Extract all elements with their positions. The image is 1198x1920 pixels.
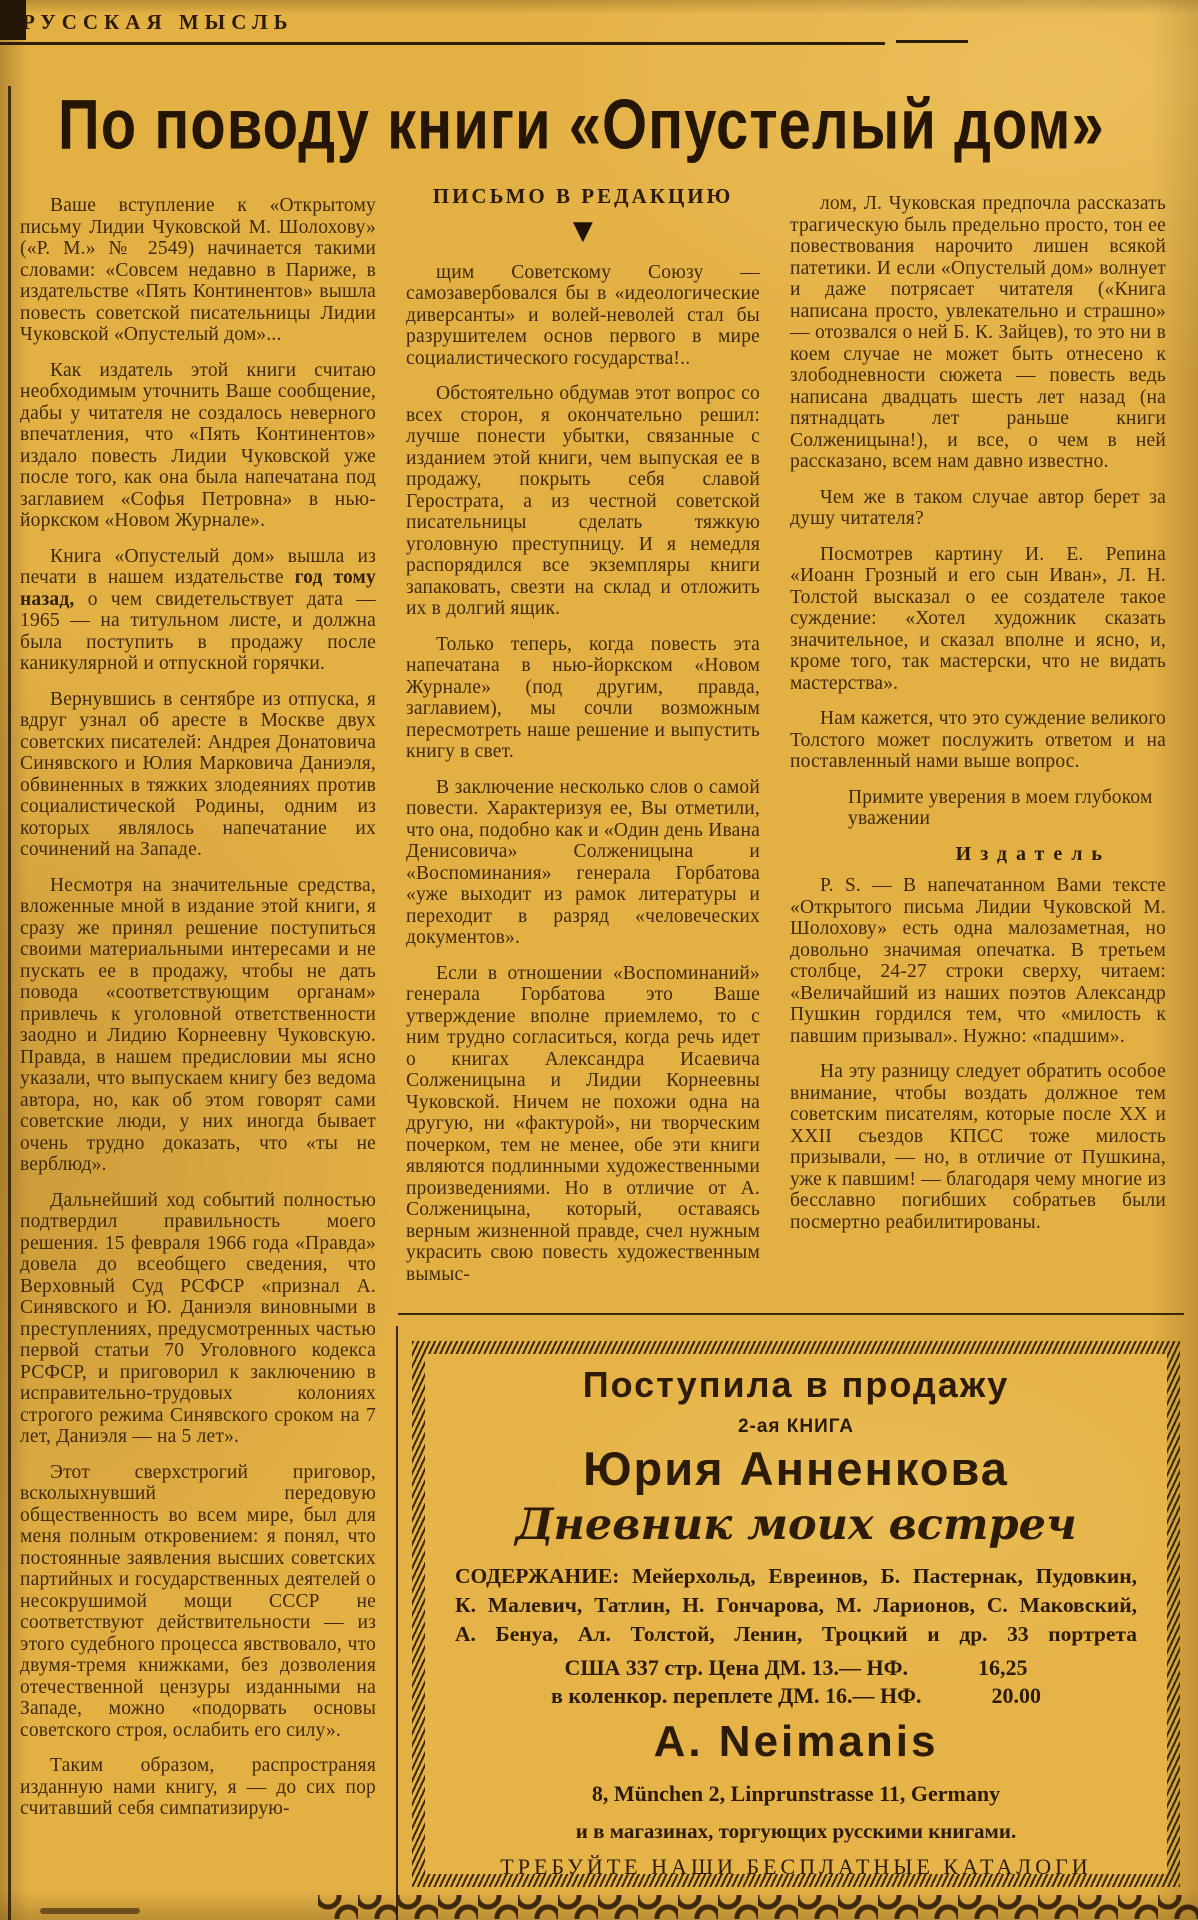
paragraph: Несмотря на значительные средства, вложенные мной в издание этой книги, я сразу же принял решение поступиться своими материальными интересами и не пускать ее в продажу, чтобы не дать повода «соответствующим органам» привлечь к уголовной ответственности заодно и Лидию Корнеевну Чуковскую. Правда, в нашем предисловии мы ясно указали, что выпускаем книгу без ведома автора, но, как об этом говорят сами советские люди, у них иногда бывает очень трудно доказать, что «ты не верблюд». [20,874,376,1175]
paragraph: Нам кажется, что это суждение великого Толстого может послужить ответом и на поставленный нами выше вопрос. [790,708,1166,772]
paragraph: щим Советскому Союзу — самозавербовался бы в «идеологические диверсанты» и волей-неволей стал бы разрушителем основ первого в мире социалистического государства!.. [406,261,760,369]
emphasized-text: год тому назад, [20,567,376,610]
paragraph: В заключение несколько слов о самой повести. Характеризуя ее, Вы отметили, что она, подобно как и «Один день Ивана Денисовича» Солженицына и «Воспоминания» генерала Горбатова «уже выходит из рамок литературы и переходит в разряд «человеческих документов». [406,776,760,948]
paragraph: Дальнейший ход событий полностью подтвердил правильность моего решения. 15 февраля 1966 года «Правда» довела до всеобщего сведения, что Верховный Суд РСФСР «признал А. Синявского и Ю. Даниэля виновными в преступлениях, предусмотренных частью первой статьи 70 Уголовного кодекса РСФСР, и приговорил к заключению в исправительно-трудовых колониях строгого режима Синявского сроком на 7 лет, Даниэля — на 5 лет». [20,1189,376,1447]
closing-salutation: Примите уверения в моем глубоком уважении [848,786,1153,829]
paragraph: лом, Л. Чуковская предпочла рассказать трагическую быль предельно просто, тон ее повествования нарочито лишен всякой патетики. И если «Опустелый дом» волнует и даже потрясает читателя («Книга написана просто, увлекательно и страшно» — отозвался о ней Б. К. Зайцев), то это ни в коем случае не может быть отнесено к злободневности сюжета — повесть ведь написана двадцать шесть лет назад (на пятнадцать лет раньше книги Солженицына!), и все, о чем в ней рассказано, всем нам давно известно. [790,193,1166,472]
ad-price-line [425,1655,1167,1681]
ad-price-label: США 337 стр. Цена ДМ. 13.— НФ. [564,1655,908,1680]
paragraph-text: о чем свидетельствует дата — 1965 — на титульном листе, и должна была поступить в продажу после каникулярной и отпускной горячки. [20,588,376,674]
ad-book-title: Дневник моих встреч [515,1500,1077,1550]
ad-top-rule [398,1313,1184,1315]
article-column-2 [406,186,760,1308]
ad-price-label: в коленкор. переплете ДМ. 16.— НФ. [550,1683,922,1708]
ad-contents-line: СОДЕРЖАНИЕ: Мейерхольд, Евреинов, Б. Пастернак, Пудовкин, [455,1564,1137,1588]
article-column-3 [790,193,1166,1358]
masthead-rule [0,42,885,45]
ad-price-line [425,1683,1167,1709]
ad-publisher-name: A. Neimanis [653,1717,939,1766]
paragraph: Как издатель этой книги считаю необходимым уточнить Ваше сообщение, дабы у читателя не создалось неверного впечатления, что «Пять Континентов» издало повесть Лидии Чуковской уже после того, как она была напечатана под заглавием «Софья Петровна» в нью-йоркском «Новом Журнале». [20,359,376,531]
ad-subhead: 2-ая КНИГА [737,1416,855,1437]
bottom-wavy-divider [318,1895,1198,1919]
ad-left-rule [396,1326,398,1920]
book-advertisement [412,1341,1180,1887]
paragraph: Этот сверхстрогий приговор, всколыхнувший передовую общественность во всем мире, был для меня полным откровением: я понял, что постоянные заявления высших советских партийных и государственных деятелей о несокрушимой мощи СССР не соответствуют действительности — из этого судебного процесса явствовало, что двумя-тремя книжками, без дозволения отечественной цензуры изданными на Западе, можно «подорвать основы советского строя, ослабить его силу». [20,1461,376,1741]
paragraph: Только теперь, когда повесть эта напечатана в нью-йоркском «Новом Журнале» (под другим, правда, заглавием), мы сочли возможным пересмотреть наше решение и выпустить книгу в свет. [406,633,760,762]
publisher-signature: Издатель [955,842,1111,865]
paragraph: Обстоятельно обдумав этот вопрос со всех сторон, я окончательно решил: лучше понести убытки, связанные с изданием этой книги, чем выпуская ее в продажу, покрыть себя славой Герострата, а из честной советской писательницы сделать тяжкую уголовную преступницу. И я немедля распорядился все экземпляры книги запаковать, свезти на склад и отложить их в долгий ящик. [406,383,760,619]
ad-price-value: 16,25 [977,1655,1028,1680]
paragraph: Ваше вступление к «Открытому письму Лидии Чуковской М. Шолохову» («Р. М.» № 2549) начинается такими словами: «Совсем недавно в Париже, в издательстве «Пять Континентов» вышла повесть советской писательницы Лидии Чуковской «Опустелый дом»... [20,195,376,345]
article-column-1 [20,195,376,1920]
paragraph: Вернувшись в сентябре из отпуска, я вдруг узнал об аресте в Москве двух советских писателей: Андрея Донатовича Синявского и Юлия Марковича Даниэля, обвиненных в тяжких злодеяниях против социалистической Родины, одним из которых являлось напечатание их сочинений на Западе. [20,688,376,860]
postscript-paragraph: Р. S. — В напечатанном Вами тексте «Открытого письма Лидии Чуковской М. Шолохову» есть одна малозаметная, но довольно значимая опечатка. В третьем столбце, 24-27 строки сверху, читаем: «Величайший из наших поэтов Александр Пушкин гордился тем, что «милость к павшим призывал». Нужно: «падшим». [790,875,1166,1047]
book-advertisement-content [425,1354,1167,1874]
bottom-edge-mark [40,1908,140,1914]
paragraph [20,546,376,675]
masthead-rule-segment [896,40,968,43]
ad-headline: Поступила в продажу [582,1364,1010,1405]
ad-contents-list [455,1562,1137,1649]
ad-author-name: Юрия Анненкова [583,1442,1009,1495]
paragraph: Если в отношении «Воспоминаний» генерала Горбатова это Ваше утверждение вполне приемлемо, то с ним трудно согласиться, когда речь идет о книгах Александра Исаевича Солженицына и Лидии Корнеевны Чуковской. Ничем не похожи одна на другую, ни «фактурой», ни творческим почерком, тем не менее, обе эти книги являются подлинными художественными произведениями. Но в отличие от А. Солженицына, который, оставаясь верным жизненной правде, счел нужным украсить свою повесть художественным вымыс- [406,962,760,1285]
postscript-paragraph: На эту разницу следует обратить особое внимание, чтобы воздать должное тем советским писателям, которые после XX и XXII съездов КПСС тоже милость призывали, — но, в отличие от Пушкина, уже к павшим! — благодаря чему многие из бесславно погибших собратьев были посмертно реабилитированы. [790,1061,1166,1233]
paragraph: Чем же в таком случае автор берет за душу читателя? [790,486,1166,529]
ad-publisher-address: 8, München 2, Linprunstrasse 11, Germany [591,1781,1001,1806]
ad-price-value: 20.00 [991,1683,1042,1708]
paragraph: Посмотрев картину И. Е. Репина «Иоанн Грозный и его сын Иван», Л. Н. Толстой высказал о ее создателе такое суждение: «Хотел художник сказать значительное, и сказал вполне и ясно, и, кроме того, так мастерски, что не видать мастерства». [790,543,1166,694]
ad-contents-line: К. Малевич, Татлин, Н. Гончарова, М. Ларионов, С. Маковский, [455,1593,1137,1617]
letter-to-editor-header: ПИСЬМО В РЕДАКЦИЮ [432,186,734,208]
left-margin-rule [8,86,11,1920]
paragraph-text: Книга «Опустелый дом» вышла из печати в нашем издательстве [20,545,376,588]
triangle-down-icon: ▼ [572,215,594,246]
article-headline: По поводу книги «Опустелый дом» [58,85,1105,165]
ad-catalog-call-to-action: ТРЕБУЙТЕ НАШИ БЕСПЛАТНЫЕ КАТАЛОГИ [500,1854,1092,1874]
masthead: РУССКАЯ МЫСЛЬ [22,10,294,34]
paragraph: Таким образом, распространяя изданную нами книгу, я — до сих пор считавший себя симпатизирую- [20,1755,376,1819]
ad-contents-line: А. Бенуа, Ал. Толстой, Ленин, Троцкий и др. 33 портрета [455,1622,1137,1646]
ad-bookstores-note: и в магазинах, торгующих русскими книгами. [575,1819,1017,1843]
